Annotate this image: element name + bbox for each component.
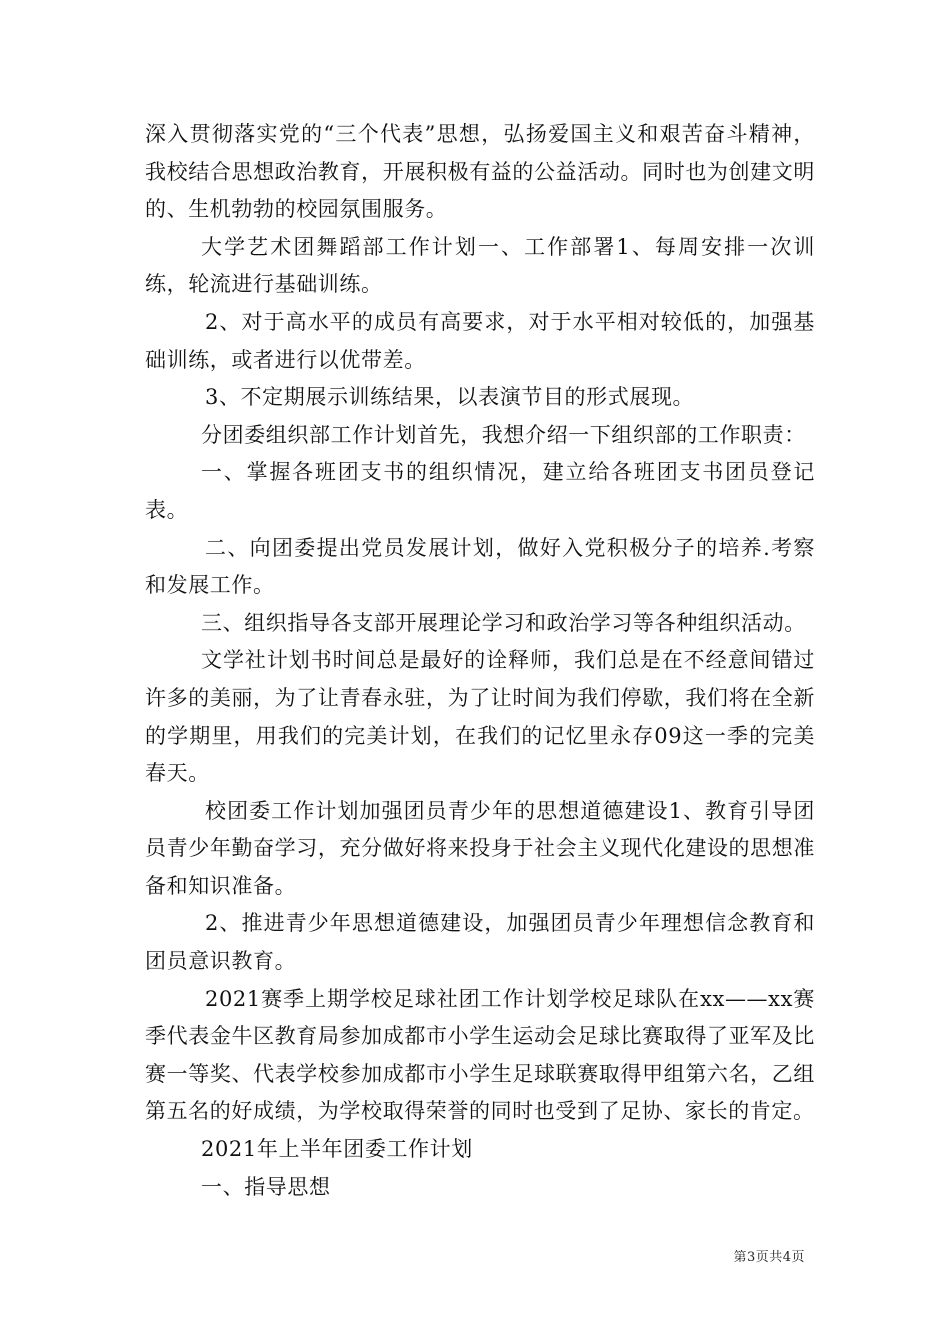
page-number: 第3页共4页 xyxy=(733,1250,805,1265)
paragraph: 2、对于高水平的成员有高要求，对于水平相对较低的，加强基础训练，或者进行以优带差。 xyxy=(145,309,815,372)
paragraph: 三、组织指导各支部开展理论学习和政治学习等各种组织活动。 xyxy=(201,610,806,635)
paragraph: 校团委工作计划加强团员青少年的思想道德建设1、教育引导团员青少年勤奋学习，充分做好将来投身于社会主义现代化建设的思想准备和知识准备。 xyxy=(145,798,815,898)
paragraph: 一、掌握各班团支书的组织情况，建立给各班团支书团员登记表。 xyxy=(145,460,815,522)
paragraph: 深入贯彻落实党的“三个代表”思想，弘扬爱国主义和艰苦奋斗精神，我校结合思想政治教育，开展积极有益的公益活动。同时也为创建文明的、生机勃勃的校园氛围服务。 xyxy=(145,122,815,222)
paragraph: 文学社计划书时间总是最好的诠释师，我们总是在不经意间错过许多的美丽，为了让青春永驻，为了让时间为我们停歇，我们将在全新的学期里，用我们的完美计划，在我们的记忆里永存09这一季的完美春天。 xyxy=(145,648,815,786)
document-body xyxy=(145,116,815,1206)
paragraph: 分团委组织部工作计划首先，我想介绍一下组织部的工作职责： xyxy=(201,422,806,447)
paragraph: 3、不定期展示训练结果，以表演节目的形式展现。 xyxy=(205,385,695,410)
paragraph: 2、推进青少年思想道德建设，加强团员青少年理想信念教育和团员意识教育。 xyxy=(145,911,815,974)
section-heading: 2021年上半年团委工作计划 xyxy=(201,1137,473,1162)
section-heading: 一、指导思想 xyxy=(201,1174,331,1199)
paragraph: 2021赛季上期学校足球社团工作计划学校足球队在xx——xx赛季代表金牛区教育局参加成都市小学生运动会足球比赛取得了亚军及比赛一等奖、代表学校参加成都市小学生足球联赛取得甲组第六名，乙组第五名的好成绩，为学校取得荣誉的同时也受到了足协、家长的肯定。 xyxy=(145,986,815,1124)
paragraph: 二、向团委提出党员发展计划，做好入党积极分子的培养.考察和发展工作。 xyxy=(145,535,815,598)
paragraph: 大学艺术团舞蹈部工作计划一、工作部署1、每周安排一次训练，轮流进行基础训练。 xyxy=(145,234,815,297)
